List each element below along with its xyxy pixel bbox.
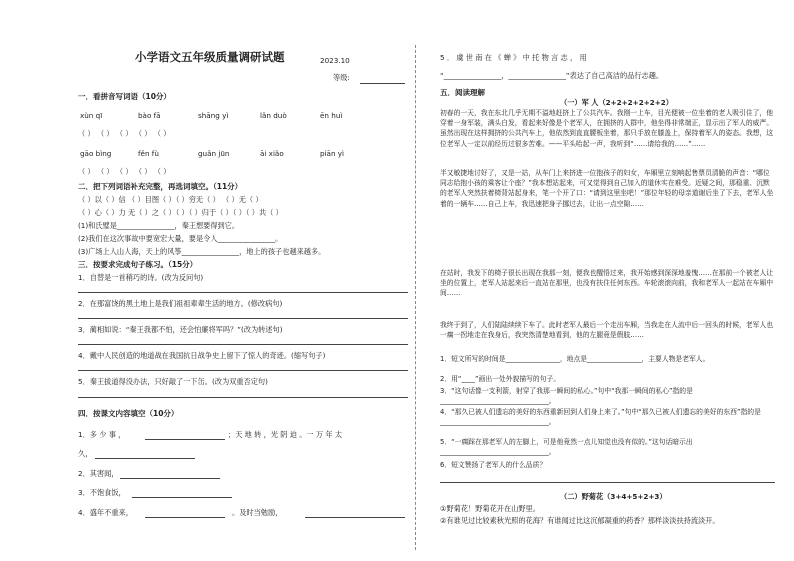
- sentence-task-2: 2．在那富饶的黑土地上是我们祖祖辈辈生活的地方。(修改病句): [78, 299, 283, 308]
- sentence-task-3: 3．蔺相如说：“秦王我都不怕，还会怕廉将军吗？”(改为转述句): [78, 325, 283, 334]
- recite-4a: 4．盛年不重来，: [78, 508, 133, 517]
- pinyin: bào fā: [138, 111, 161, 120]
- pinyin: lǎn duò: [260, 111, 287, 120]
- reading-question-1[interactable]: 1．短文所写的时间是________________，地点是________________，主要人物是老军人。: [440, 355, 710, 363]
- answer-line[interactable]: [78, 318, 408, 319]
- recite-blank[interactable]: [132, 497, 232, 498]
- reading-question-4[interactable]: 4．“那久已被人们遗忘的美好的东西重新回到人们身上来了。”句中“那久已被人们遗忘的美好的东西”指的是________________________________。: [440, 408, 761, 427]
- passage1-para2: 半又敏捷地讨好了，又是一站，从车门上来挤进一位抱孩子的妇女，车厢里立刻响起售票员清脆的声音：“哪位同志给抱小孩的乘客让个座？”我本想站起来，可又觉得到自己加入的道休实在难受。近疑之间，那稳重、沉默的老军人突然扶着椅背站起身来，笔一个开了口：“请到这里坐吧！”那位年轻的母亲道谢后坐了下去，老军人坐着的一辆车……自己上车，我迅速把身子挪过去，让出一点空隙……: [440, 169, 774, 208]
- answer-boxes-row-1[interactable]: （ ） （ ） （ ） （ ） （ ）: [78, 129, 171, 138]
- passage1-para1: 初春的一天，我在东北几乎无期不溢地赶挤上了公共汽车。我刚一上车，目光便被一位坐着的老人吸引住了，他穿着一身军装，满头白发，看起来好像是个老军人，在拥挤的人群中，他坐得非常端正，显示出了军人的威严。虽然出现在这样拥挤的公共汽车上，他依然到直直腰板坐着，那只手放在膝盖上，保持着军人的姿态。我想，这位老军人一定以前经历过很多苦难。——平头哈起一声，我听到“……请给我的……”……: [440, 109, 774, 148]
- sentence-task-5: 5．秦王拔道得没办法，只好敲了一下缶。(改为双重否定句): [78, 377, 268, 386]
- pinyin: āi xiǎo: [260, 149, 284, 158]
- recite-3: 3．不饱食饭，: [78, 488, 126, 497]
- page-title: 小学语文五年级质量调研试题: [135, 50, 285, 64]
- passage1-para4: 我终于到了，人们陆陆续续下车了。此时老军人最后一个走出车厢，当我走在人流中后一回头的时候，老军人也一瘸一拐地走在我身后，我突然清楚地看到，他的左腿竟是假肢……: [440, 321, 774, 340]
- answer-line[interactable]: [78, 370, 408, 371]
- pinyin: shāng yì: [198, 111, 229, 120]
- recite-1a: 1．多 少 事 ，: [78, 430, 126, 439]
- section2-title: 二．把下列词语补充完整，再选词填空。（11分）: [78, 182, 243, 191]
- recite-blank[interactable]: [145, 517, 225, 518]
- section3-title: 三．按要求完成句子练习。（15分）: [78, 260, 198, 269]
- answer-line[interactable]: [440, 482, 775, 483]
- recite-2: 2．其害闻，: [78, 469, 119, 478]
- answer-line[interactable]: [78, 292, 408, 293]
- section4-title: 四．按课文内容填空（10分）: [78, 409, 179, 418]
- pinyin: fěn fù: [138, 149, 159, 158]
- answer-line[interactable]: [78, 344, 408, 345]
- passage1-title: （一）军 人（2+2+2+2+2+2）: [560, 98, 673, 107]
- pinyin: ēn huì: [320, 111, 343, 120]
- pinyin: guǎn jūn: [198, 149, 230, 158]
- section1-title: 一．看拼音写词语（10分）: [78, 92, 171, 101]
- recite-4b: 。及时当勉励，: [232, 508, 283, 517]
- reading-question-6: 6．短文赞扬了老军人的什么品质？: [440, 461, 547, 469]
- recite-5a: 5 ． 虞 世 南 在 《 蝉 》 中 托 物 言 志 ， 用: [440, 53, 587, 62]
- pinyin: piān yì: [320, 149, 345, 158]
- recite-1b: ；天 地 转 ，光 阴 迫 。一 万 年 太: [228, 430, 343, 439]
- recite-1c: 久，: [78, 449, 93, 458]
- answer-line[interactable]: [78, 397, 408, 398]
- fill-question-1[interactable]: (1)和氏璧是________________，秦王想要得到它。: [78, 221, 240, 230]
- idiom-row-2[interactable]: （ ）心（ ）力 无（ ）之（ ）（ ）（ ）归于（ ）（ ）（ ）共（ ）: [78, 208, 283, 217]
- pinyin: xùn qī: [80, 111, 103, 120]
- passage1-para3: 在站时，我发下的椅子很长出现在我那一刻，便我也醒悟过来，我开始感到深深地羞愧……在那前一个被老人让坐的位置上，老军人站起来后一直站在那里，也没有扶住任何东西。车轮滚滚向前，我和老军人一起站在车厢中间……: [440, 269, 774, 298]
- pinyin: gāo bìng: [80, 149, 112, 158]
- recite-5b[interactable]: “________________，________________”表达了自己高洁的品行志趣。: [440, 71, 664, 80]
- sentence-task-1: 1．自替是一首稍巧的诗。(改为反问句): [78, 273, 204, 282]
- exam-date: 2023.10: [320, 56, 350, 65]
- recite-blank[interactable]: [120, 478, 220, 479]
- answer-boxes-row-2[interactable]: （ ） （ ） （ ） （ ） （ ）: [78, 167, 171, 176]
- passage2-title: （二）野菊花（3+4+5+2+3）: [560, 492, 667, 501]
- idiom-row-1[interactable]: （ ）以（ ）信 （ ）目图（ ）（ ）穷无（ ） （ ）无（ ）: [78, 195, 263, 204]
- column-divider: [415, 45, 416, 550]
- fill-question-2[interactable]: (2)我们在这次事故中要宽宏大量，要是令人________________。: [78, 234, 283, 243]
- reading-question-5[interactable]: 5．“一瘸踩在那老军人的左脚上，可是他竟然一点儿知觉也没有似的。”这句话暗示出________________________________。: [440, 438, 693, 457]
- recite-blank[interactable]: [305, 517, 405, 518]
- grade-blank[interactable]: [360, 83, 405, 84]
- recite-blank[interactable]: [145, 439, 225, 440]
- passage2-line-1: ①野菊花！野菊花开在山野里。: [440, 504, 540, 513]
- reading-question-2[interactable]: 2．用“____”画出一处外貌描写的句子。: [440, 375, 561, 383]
- section5-title: 五．阅读理解: [440, 88, 485, 97]
- reading-question-3[interactable]: 3．“这句话像一支利箭，射穿了我那一瞬间的私心。”句中“我那一瞬间的私心”指的是________________________________。: [440, 387, 693, 406]
- recite-blank[interactable]: [95, 458, 195, 459]
- sentence-task-4: 4．戴中人民创造的地道战在我国抗日战争史上留下了惊人的奇迹。(缩写句子): [78, 351, 326, 360]
- grade-label: 等级:: [333, 73, 350, 82]
- passage2-line-2: ②有谁见过比较素秋光照的花海？有谁闻过比这沉郁凝重的药香？那样淡淡扶持流淡开。: [440, 516, 720, 525]
- fill-question-3[interactable]: (3)广场上人山人海，天上的风筝________________，地上的孩子也越来越多。: [78, 247, 326, 256]
